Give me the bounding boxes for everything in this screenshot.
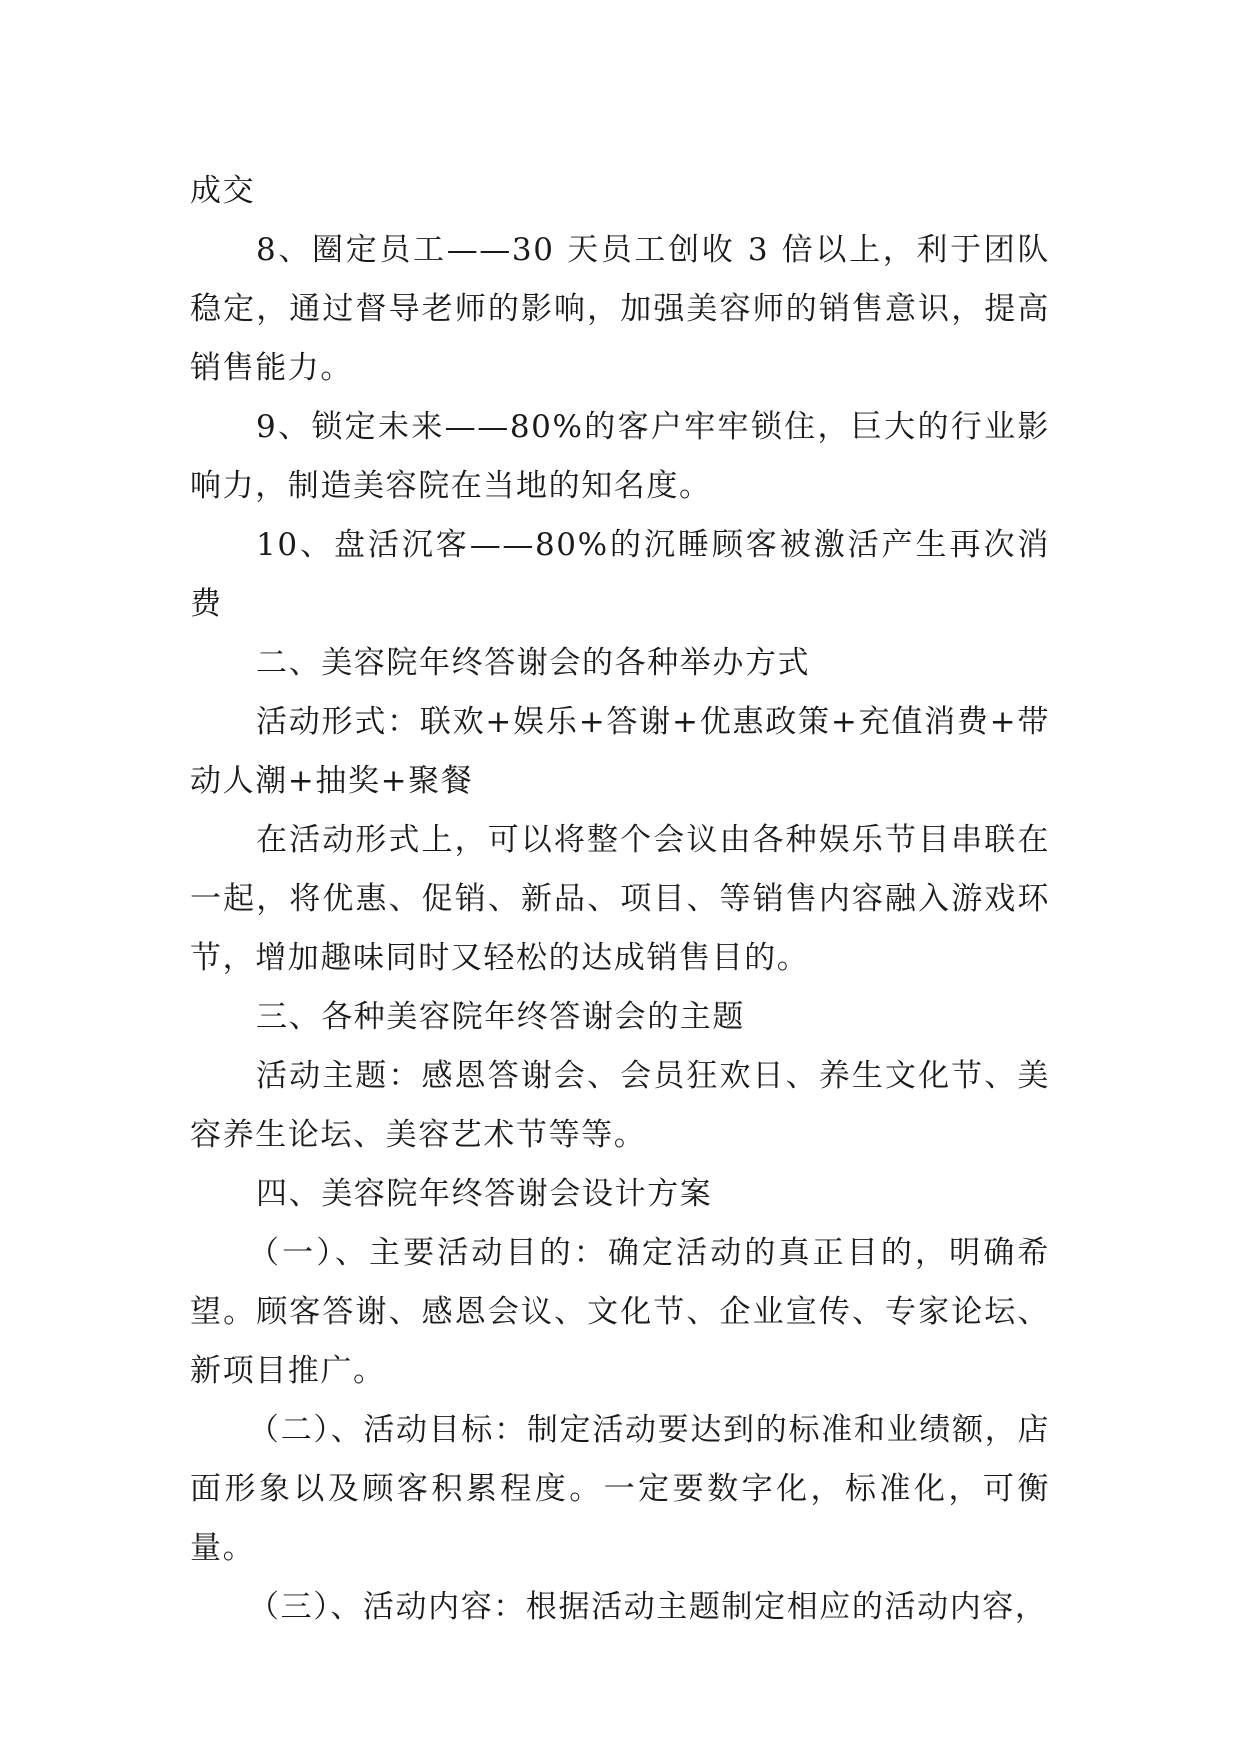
- paragraph-item-8: 8、圈定员工——30 天员工创收 3 倍以上，利于团队稳定，通过督导老师的影响，加强美容师的销售意识，提高销售能力。: [190, 232, 1050, 386]
- paragraph-subsection-3: （三）、活动内容：根据活动主题制定相应的活动内容，: [248, 1589, 1048, 1625]
- paragraph-activity-theme: 活动主题：感恩答谢会、会员狂欢日、养生文化节、美容养生论坛、美容艺术节等等。: [190, 1058, 1050, 1153]
- paragraph-item-9: 9、锁定未来——80%的客户牢牢锁住，巨大的行业影响力，制造美容院在当地的知名度。: [190, 409, 1050, 504]
- paragraph-activity-format: 活动形式：联欢+娱乐+答谢+优惠政策+充值消费+带动人潮+抽奖+聚餐: [190, 704, 1050, 799]
- paragraph-activity-format-detail: 在活动形式上，可以将整个会议由各种娱乐节目串联在一起，将优惠、促销、新品、项目、等销售内容融入游戏环节，增加趣味同时又轻松的达成销售目的。: [190, 822, 1050, 976]
- section-heading-3: 三、各种美容院年终答谢会的主题: [256, 999, 745, 1035]
- section-heading-2: 二、美容院年终答谢会的各种举办方式: [256, 645, 811, 681]
- paragraph-subsection-1: （一）、主要活动目的：确定活动的真正目的，明确希望。顾客答谢、感恩会议、文化节、企业宣传、专家论坛、新项目推广。: [190, 1235, 1050, 1389]
- document-body: [190, 162, 1050, 1637]
- section-heading-4: 四、美容院年终答谢会设计方案: [256, 1176, 713, 1212]
- paragraph-continuation: 成交: [190, 173, 256, 209]
- paragraph-item-10: 10、盘活沉客——80%的沉睡顾客被激活产生再次消费: [190, 527, 1050, 622]
- paragraph-subsection-2: （二）、活动目标：制定活动要达到的标准和业绩额，店面形象以及顾客积累程度。一定要数字化，标准化，可衡量。: [190, 1412, 1050, 1566]
